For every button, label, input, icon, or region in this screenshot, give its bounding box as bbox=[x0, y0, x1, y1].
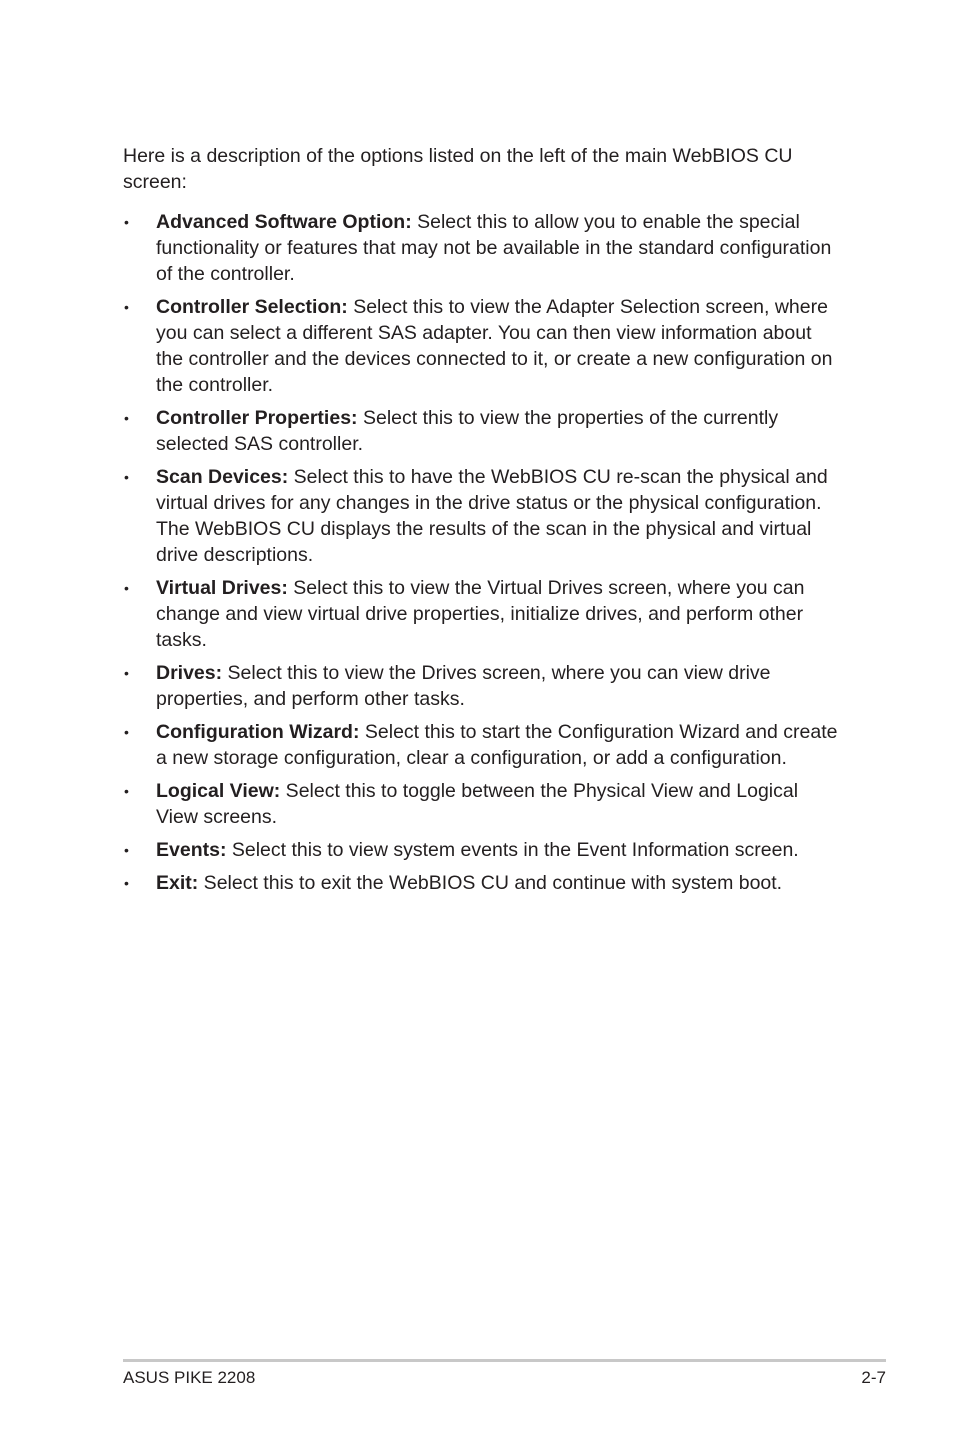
bullet-icon: • bbox=[124, 875, 129, 891]
option-item-exit bbox=[123, 870, 843, 896]
option-term: Logical View: bbox=[156, 780, 281, 802]
bullet-icon: • bbox=[124, 469, 129, 485]
bullet-icon: • bbox=[124, 214, 129, 230]
option-item-controller-properties bbox=[123, 405, 843, 457]
footer-product-name: ASUS PIKE 2208 bbox=[123, 1368, 256, 1387]
option-description: Select this to have the WebBIOS CU re-scan the physical and virtual drives for any changes in the drive status or the physical configuration. The WebBIOS CU displays the results of the scan in the physical and virtual drive descriptions. bbox=[156, 466, 828, 566]
option-description: Select this to view the Drives screen, where you can view drive properties, and perform other tasks. bbox=[156, 662, 771, 710]
option-description: Select this to toggle between the Physical View and Logical View screens. bbox=[156, 780, 799, 828]
bullet-icon: • bbox=[124, 842, 129, 858]
bullet-icon: • bbox=[124, 410, 129, 426]
option-item-controller-selection bbox=[123, 294, 843, 398]
option-item-configuration-wizard bbox=[123, 719, 843, 771]
option-term: Drives: bbox=[156, 662, 223, 684]
intro-paragraph: Here is a description of the options listed on the left of the main WebBIOS CU screen: bbox=[123, 145, 793, 193]
option-description: Select this to view the Adapter Selection screen, where you can select a different SAS adapter. You can then view information about the controller and the devices connected to it, or create a new configuration on the controller. bbox=[156, 296, 833, 396]
bullet-icon: • bbox=[124, 783, 129, 799]
option-item-advanced-software-option bbox=[123, 209, 843, 287]
option-description: Select this to view system events in the Event Information screen. bbox=[226, 839, 799, 861]
option-description: Select this to start the Configuration Wizard and create a new storage configuration, clear a configuration, or add a configuration. bbox=[156, 721, 838, 769]
option-item-scan-devices bbox=[123, 464, 843, 568]
option-item-logical-view bbox=[123, 778, 843, 830]
footer-divider bbox=[123, 1359, 886, 1362]
option-term: Exit: bbox=[156, 872, 199, 894]
option-item-drives bbox=[123, 660, 843, 712]
option-item-virtual-drives bbox=[123, 575, 843, 653]
option-term: Scan Devices: bbox=[156, 466, 289, 488]
option-description: Select this to view the Virtual Drives screen, where you can change and view virtual drive properties, initialize drives, and perform other tasks. bbox=[156, 577, 805, 651]
page-body bbox=[123, 143, 843, 903]
option-term: Events: bbox=[156, 839, 227, 861]
footer-page-number: 2-7 bbox=[861, 1368, 886, 1387]
option-description: Select this to view the properties of the currently selected SAS controller. bbox=[156, 407, 779, 455]
option-description: Select this to exit the WebBIOS CU and continue with system boot. bbox=[198, 872, 783, 894]
option-term: Configuration Wizard: bbox=[156, 721, 360, 743]
bullet-icon: • bbox=[124, 724, 129, 740]
bullet-icon: • bbox=[124, 665, 129, 681]
option-item-events bbox=[123, 837, 843, 863]
bullet-icon: • bbox=[124, 580, 129, 596]
option-term: Controller Properties: bbox=[156, 407, 358, 429]
option-term: Controller Selection: bbox=[156, 296, 348, 318]
option-term: Virtual Drives: bbox=[156, 577, 288, 599]
options-list bbox=[123, 209, 843, 896]
bullet-icon: • bbox=[124, 299, 129, 315]
option-term: Advanced Software Option: bbox=[156, 211, 412, 233]
option-description: Select this to allow you to enable the special functionality or features that may not be available in the standard configuration of the controller. bbox=[156, 211, 832, 285]
